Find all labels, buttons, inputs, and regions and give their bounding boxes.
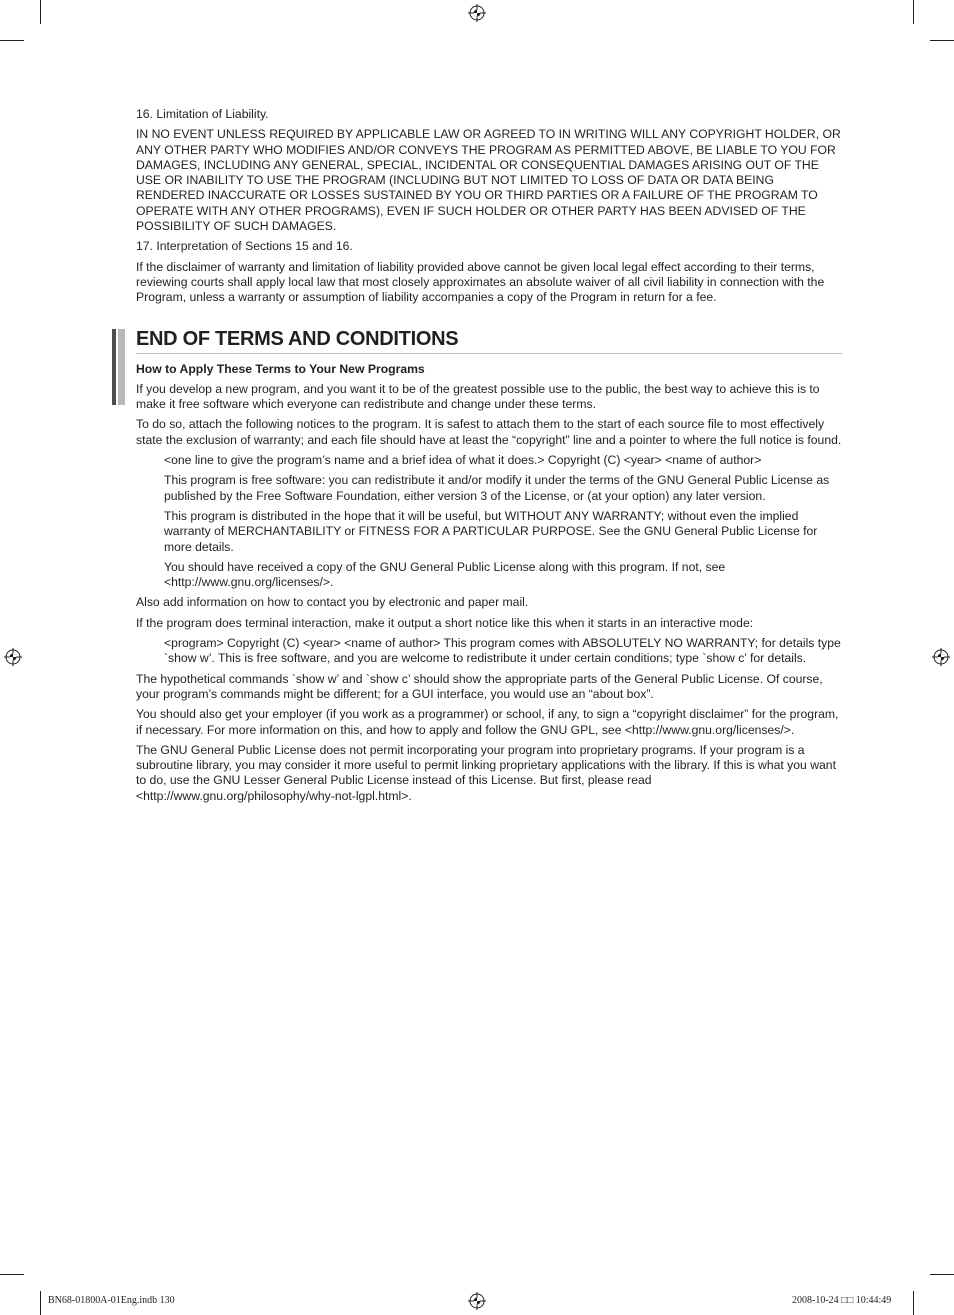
indented-notice: This program is distributed in the hope that it will be useful, but WITHOUT ANY WARRANTY; without even the implied warranty of MERCHANTABILITY or FITNESS FOR A PARTICULAR PURPOSE. See the GNU General Public License for more details. — [164, 508, 818, 554]
indented-notice: This program is free software: you can redistribute it and/or modify it under the terms of the GNU General Public License as published by the Free Software Foundation, either version 3 of the License, or (at your option) any later version. — [164, 473, 830, 503]
section-16-title: 16. Limitation of Liability. — [136, 107, 269, 121]
section-17-body: If the disclaimer of warranty and limitation of liability provided above cannot be given local legal effect according to their terms, reviewing courts shall apply local law that most closely approximates an absolute waiver of all civil liability in connection with the Program, unless a warranty or assumption of liability accompanies a copy of the Program in return for a fee. — [136, 259, 825, 305]
crop-mark — [930, 40, 954, 41]
section-16-body: IN NO EVENT UNLESS REQUIRED BY APPLICABLE LAW OR AGREED TO IN WRITING WILL ANY COPYRIGHT HOLDER, OR ANY OTHER PARTY WHO MODIFIES AND/OR CONVEYS THE PROGRAM AS PERMITTED ABOVE, BE LIABLE TO YOU FOR DAMAGES, INCLUDING ANY GENERAL, SPECIAL, INCIDENTAL OR CONSEQUENTIAL DAMAGES ARISING OUT OF THE USE OR INABILITY TO USE THE PROGRAM (INCLUDING BUT NOT LIMITED TO LOSS OF DATA OR DATA BEING RENDERED INACCURATE OR LOSSES SUSTAINED BY YOU OR THIRD PARTIES OR A FAILURE OF THE PROGRAM TO OPERATE WITH ANY OTHER PROGRAMS), EVEN IF SUCH HOLDER OR OTHER PARTY HAS BEEN ADVISED OF THE POSSIBILITY OF SUCH DAMAGES. — [136, 127, 841, 234]
crop-mark — [913, 1291, 914, 1315]
footer-datetime: 2008-10-24 □□ 10:44:49 — [792, 1295, 892, 1306]
paragraph: You should also get your employer (if you work as a programmer) or school, if any, to sign a “copyright disclaimer” for the program, if necessary. For more information on this, and how to apply and follow the GNU GPL, see <http://www.gnu.org/licenses/>. — [136, 707, 839, 737]
crop-mark — [40, 0, 41, 24]
registration-mark-icon — [4, 648, 22, 666]
crop-mark — [40, 1291, 41, 1315]
apply-subtitle: How to Apply These Terms to Your New Programs — [136, 361, 425, 376]
crop-mark — [0, 40, 24, 41]
crop-mark — [913, 0, 914, 24]
paragraph: If you develop a new program, and you want it to be of the greatest possible use to the public, the best way to achieve this is to make it free software which everyone can redistribute and change under these terms. — [136, 381, 820, 412]
paragraph: The hypothetical commands `show w’ and `show c’ should show the appropriate parts of the General Public License. Of course, your program’s commands might be different; for a GUI interface, you would use an “about box”. — [136, 671, 823, 701]
page-title: END OF TERMS AND CONDITIONS — [136, 327, 842, 354]
paragraph: Also add information on how to contact you by electronic and paper mail. — [136, 595, 529, 610]
section-17-title: 17. Interpretation of Sections 15 and 16. — [136, 239, 353, 254]
indented-notice: You should have received a copy of the GNU General Public License along with this program. If not, see <http://www.gnu.org/licenses/>. — [164, 559, 726, 590]
paragraph: To do so, attach the following notices to the program. It is safest to attach them to the start of each source file to most effectively state the exclusion of warranty; and each file should have at least the “copyright” line and a pointer to where the full notice is found. — [136, 417, 842, 447]
crop-mark — [0, 1274, 24, 1275]
registration-mark-icon — [932, 648, 950, 666]
registration-mark-icon — [468, 1292, 486, 1310]
heading-marker-bars — [112, 329, 126, 405]
paragraph: The GNU General Public License does not permit incorporating your program into proprietary programs. If your program is a subroutine library, you may consider it more useful to permit linking proprietary applications with the library. If this is what you want to do, use the GNU Lesser General Public License instead of this License. But first, please read <http://www.gnu.org/philosophy/why-not-lgpl.html>. — [136, 742, 836, 803]
section-heading — [136, 327, 842, 354]
registration-mark-icon — [468, 4, 486, 22]
indented-notice: <one line to give the program’s name and a brief idea of what it does.> Copyright (C) <year> <name of author> — [164, 453, 762, 468]
footer-file-label: BN68-01800A-01Eng.indb 130 — [48, 1295, 175, 1306]
crop-mark — [930, 1274, 954, 1275]
indented-notice: <program> Copyright (C) <year> <name of author> This program comes with ABSOLUTELY NO WARRANTY; for details type `show w’. This is free software, and you are welcome to redistribute it under certain conditions; type `show c’ for details. — [164, 636, 841, 666]
paragraph: If the program does terminal interaction, make it output a short notice like this when it starts in an interactive mode: — [136, 615, 754, 630]
page-content — [136, 107, 842, 809]
